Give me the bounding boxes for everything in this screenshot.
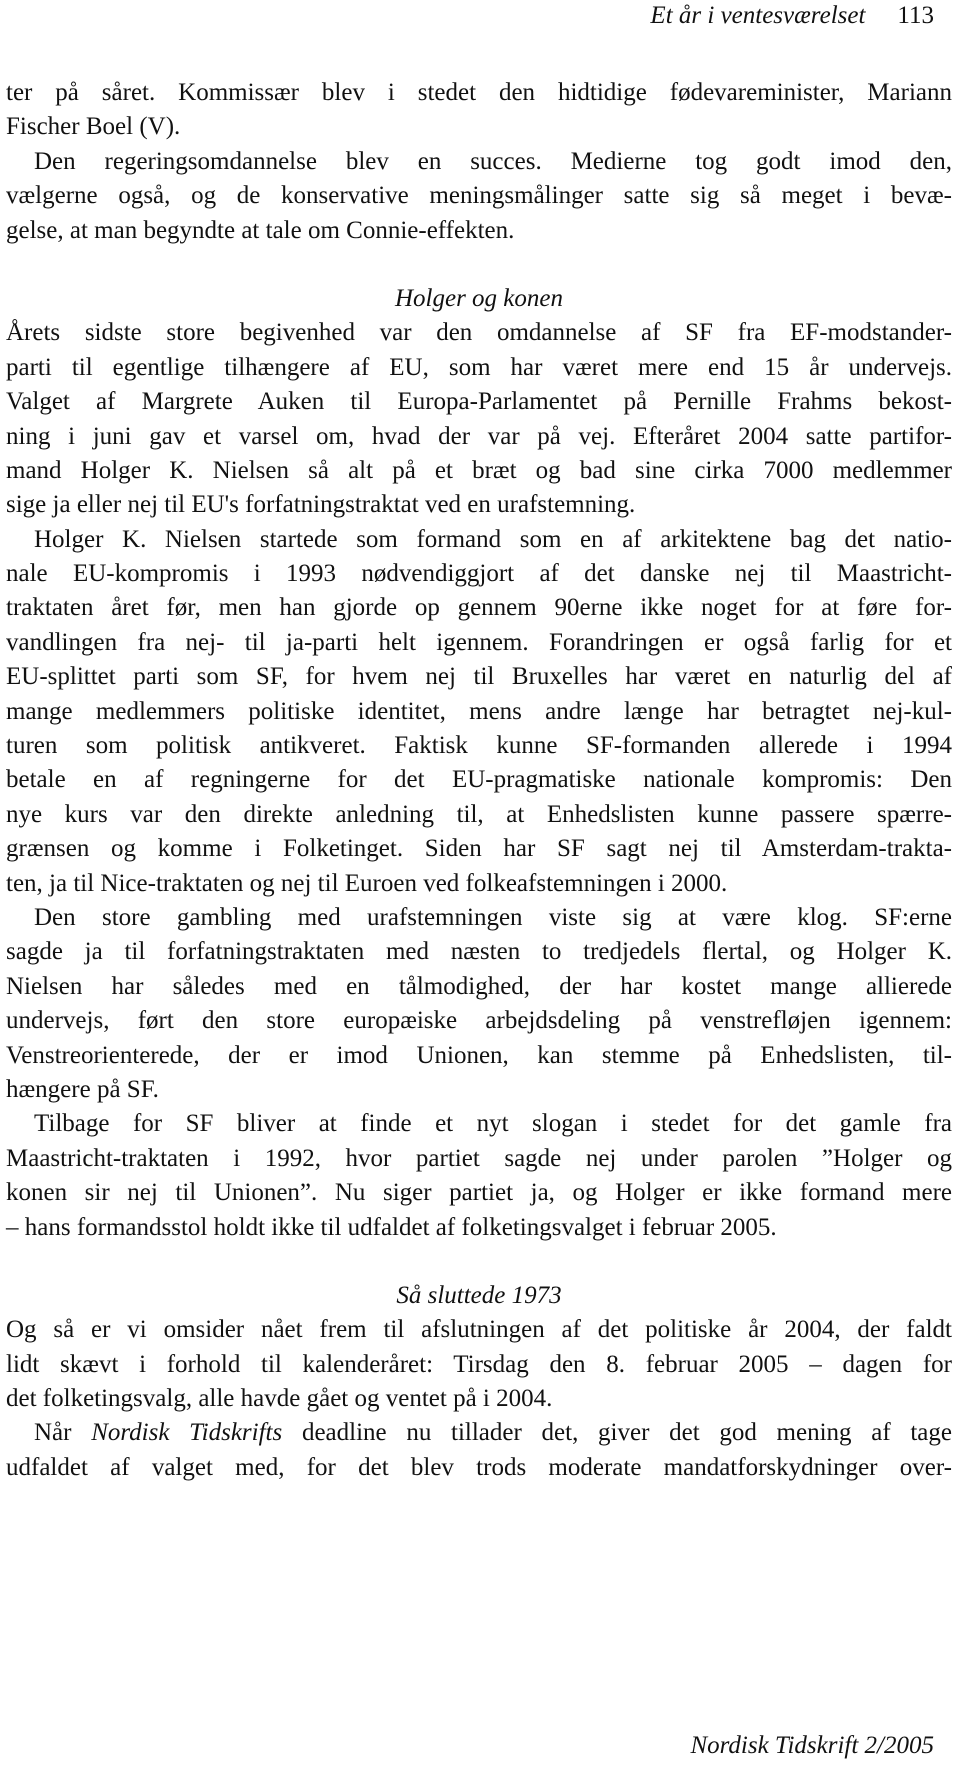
page-number: 113 <box>897 2 934 29</box>
paragraph <box>6 1416 952 1485</box>
section-spacer <box>6 248 952 282</box>
section-heading: Så sluttede 1973 <box>396 1281 562 1309</box>
text-line: Valget af Margrete Auken til Europa-Parlamentet på Pernille Frahms bekost- <box>6 388 952 416</box>
text-line: udfaldet af valget med, for det blev trods moderate mandatforskydninger over- <box>6 1453 952 1481</box>
running-head <box>650 2 934 30</box>
text-line: Venstreorienterede, der er imod Unionen, kan stemme på Enhedslisten, til- <box>6 1041 952 1069</box>
text-line: Årets sidste store begivenhed var den omdannelse af SF fra EF-modstander- <box>6 319 952 347</box>
text-line: konen sir nej til Unionen”. Nu siger partiet ja, og Holger er ikke formand mere <box>6 1179 952 1207</box>
running-head-title: Et år i ventesværelset <box>650 2 866 29</box>
paragraph <box>6 1313 952 1416</box>
text-line: parti til egentlige tilhængere af EU, som har været mere end 15 år undervejs. <box>6 353 952 381</box>
text-line: – hans formandsstol holdt ikke til udfaldet af folketingsvalget i februar 2005. <box>6 1213 777 1241</box>
text-line: grænsen og komme i Folketinget. Siden har SF sagt nej til Amsterdam-trakta- <box>6 835 952 863</box>
text-line: undervejs, ført den store europæiske arbejdsdeling på venstrefløjen igennem: <box>6 1007 952 1035</box>
text-line: Den regeringsomdannelse blev en succes. Medierne tog godt imod den, <box>34 147 952 175</box>
text-line: ter på såret. Kommissær blev i stedet den hidtidige fødevareminister, Mariann <box>6 79 952 106</box>
text-run: Når <box>34 1419 92 1447</box>
text-line: Tilbage for SF bliver at finde et nyt slogan i stedet for det gamle fra <box>34 1110 952 1138</box>
text-line: traktaten året før, men han gjorde op gennem 90erne ikke noget for at føre for- <box>6 594 952 622</box>
text-line: ning i juni gav et varsel om, hvad der var på vej. Efteråret 2004 satte partifor- <box>6 422 952 450</box>
page-footer: Nordisk Tidskrift 2/2005 <box>690 1732 934 1759</box>
text-line: mange medlemmers politiske identitet, mens andre længe har betragtet nej-kul- <box>6 697 952 725</box>
text-line: nye kurs var den direkte anledning til, at Enhedslisten kunne passere spærre- <box>6 800 952 828</box>
text-line: Fischer Boel (V). <box>6 113 181 141</box>
text-run: deadline nu tillader det, giver det god mening af tage <box>282 1419 952 1447</box>
text-line <box>6 1416 952 1450</box>
paragraph <box>6 523 952 901</box>
text-line: det folketingsvalg, alle havde gået og ventet på i 2004. <box>6 1385 553 1413</box>
paragraph <box>6 76 952 145</box>
text-line: betale en af regningerne for det EU-pragmatiske nationale kompromis: Den <box>6 766 952 794</box>
section-heading: Holger og konen <box>394 284 564 312</box>
text-line: vandlingen fra nej- til ja-parti helt igennem. Forandringen er også farlig for et <box>6 628 952 656</box>
text-line: sige ja eller nej til EU's forfatningstraktat ved en urafstemning. <box>6 491 636 519</box>
text-line: mand Holger K. Nielsen så alt på et bræt og bad sine cirka 7000 medlemmer <box>6 456 952 484</box>
text-line: ten, ja til Nice-traktaten og nej til Euroen ved folkeafstemningen i 2000. <box>6 869 728 897</box>
text-line: turen som politisk antikveret. Faktisk kunne SF-formanden allerede i 1994 <box>6 732 952 760</box>
text-line: Den store gambling med urafstemningen viste sig at være klog. SF:erne <box>34 903 952 931</box>
text-line: vælgerne også, og de konservative meningsmålinger satte sig så meget i bevæ- <box>6 182 952 210</box>
paragraph <box>6 1107 952 1245</box>
text-line: Nielsen har således med en tålmodighed, der har kostet mange allierede <box>6 972 952 1000</box>
paragraph <box>6 145 952 248</box>
text-line: Maastricht-traktaten i 1992, hvor partiet sagde nej under parolen ”Holger og <box>6 1144 952 1172</box>
paragraph <box>6 316 952 522</box>
text-line: lidt skævt i forhold til kalenderåret: Tirsdag den 8. februar 2005 – dagen for <box>6 1350 952 1378</box>
text-line: hængere på SF. <box>6 1075 159 1103</box>
text-line: sagde ja til forfatningstraktaten med næsten to tredjedels flertal, og Holger K. <box>6 938 952 966</box>
journal-title: Nordisk Tidskrifts <box>91 1419 283 1447</box>
paragraph <box>6 901 952 1107</box>
text-line: gelse, at man begyndte at tale om Connie-effekten. <box>6 216 515 244</box>
text-line: nale EU-kompromis i 1993 nødvendiggjort af det danske nej til Maastricht- <box>6 560 952 588</box>
body-text <box>6 76 952 1485</box>
text-line: EU-splittet parti som SF, for hvem nej til Bruxelles har været en naturlig del af <box>6 663 952 691</box>
text-line: Holger K. Nielsen startede som formand som en af arkitektene bag det natio- <box>34 525 952 553</box>
text-line: Og så er vi omsider nået frem til afslutningen af det politiske år 2004, der faldt <box>6 1316 952 1344</box>
section-spacer <box>6 1245 952 1279</box>
